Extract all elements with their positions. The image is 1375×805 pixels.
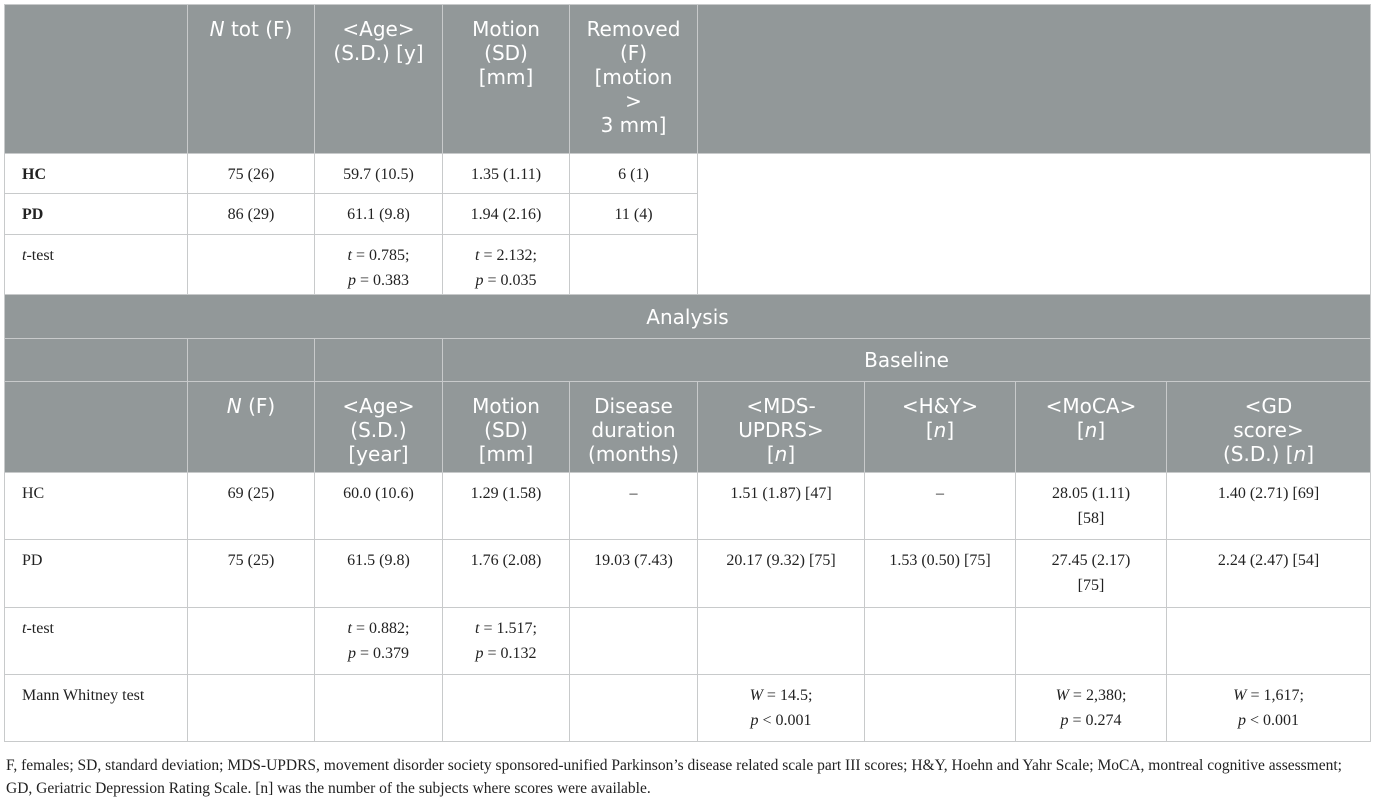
- table2-header-hy: <H&Y> [n]: [865, 382, 1016, 473]
- cell-hy: [865, 608, 1016, 675]
- analysis-title: Analysis: [5, 295, 1371, 339]
- cell-duration: –: [570, 473, 698, 540]
- cell-age: 61.5 (9.8): [315, 540, 443, 608]
- cell-motion-ttest: t = 1.517; p = 0.132: [443, 608, 570, 675]
- cell-motion: [443, 675, 570, 742]
- cell-hy: 1.53 (0.50) [75]: [865, 540, 1016, 608]
- table2-header-duration: Disease duration (months): [570, 382, 698, 473]
- cell-age-ttest: t = 0.882; p = 0.379: [315, 608, 443, 675]
- table1-header-motion: Motion (SD) [mm]: [443, 5, 570, 154]
- table1-blank-area: [698, 154, 1371, 295]
- table1-header-removed: Removed (F) [motion > 3 mm]: [570, 5, 698, 154]
- cell-n: 75 (25): [188, 540, 315, 608]
- cell-gd: [1167, 608, 1371, 675]
- row-label-hc: HC: [5, 154, 188, 194]
- table2-header-empty: [5, 382, 188, 473]
- cell-n: [188, 235, 315, 295]
- baseline-empty-1: [5, 339, 188, 382]
- cell-motion: 1.76 (2.08): [443, 540, 570, 608]
- cell-duration: [570, 675, 698, 742]
- cell-removed: 11 (4): [570, 194, 698, 235]
- row-label-ttest: t-test: [5, 608, 188, 675]
- baseline-empty-2: [188, 339, 315, 382]
- table-footnote: F, females; SD, standard deviation; MDS-UPDRS, movement disorder society sponsored-unified Parkinson’s disease related scale part III scores; H&Y, Hoehn and Yahr Scale; MoCA, montreal cognitive assessment; GD, Geriatric Depression Rating Scale. [n] was the number of the subjects where scores were available.: [6, 757, 1342, 797]
- table2-header-row: [5, 382, 1371, 473]
- table2-header-motion: Motion (SD) [mm]: [443, 382, 570, 473]
- cell-age: 60.0 (10.6): [315, 473, 443, 540]
- table2-header-gd: <GD score> (S.D.) [n]: [1167, 382, 1371, 473]
- cell-gd-mw: W = 1,617; p < 0.001: [1167, 675, 1371, 742]
- table2-header-updrs: <MDS- UPDRS> [n]: [698, 382, 865, 473]
- cell-age-ttest: t = 0.785; p = 0.383: [315, 235, 443, 295]
- baseline-title: Baseline: [443, 339, 1371, 382]
- cell-age: [315, 675, 443, 742]
- cell-removed: 6 (1): [570, 154, 698, 194]
- cell-gd: 1.40 (2.71) [69]: [1167, 473, 1371, 540]
- baseline-empty-3: [315, 339, 443, 382]
- cell-n: 69 (25): [188, 473, 315, 540]
- table1-header-empty: [5, 5, 188, 154]
- table1-header-age: <Age> (S.D.) [y]: [315, 5, 443, 154]
- cell-n: [188, 675, 315, 742]
- cell-updrs: 1.51 (1.87) [47]: [698, 473, 865, 540]
- cell-n: 75 (26): [188, 154, 315, 194]
- cell-hy: [865, 675, 1016, 742]
- cell-updrs: [698, 608, 865, 675]
- table-row: [5, 473, 1371, 540]
- row-label-ttest: t-test: [5, 235, 188, 295]
- cell-duration: [570, 608, 698, 675]
- table2-header-moca: <MoCA> [n]: [1016, 382, 1167, 473]
- cell-duration: 19.03 (7.43): [570, 540, 698, 608]
- cell-moca-mw: W = 2,380; p = 0.274: [1016, 675, 1167, 742]
- cell-motion-ttest: t = 2.132; p = 0.035: [443, 235, 570, 295]
- cell-updrs: 20.17 (9.32) [75]: [698, 540, 865, 608]
- row-label-pd: PD: [5, 540, 188, 608]
- cell-moca: [1016, 608, 1167, 675]
- cell-removed: [570, 235, 698, 295]
- analysis-title-row: [5, 295, 1371, 339]
- table-row: [5, 675, 1371, 742]
- cell-n: 86 (29): [188, 194, 315, 235]
- table-row: [5, 540, 1371, 608]
- table-row: [5, 154, 1371, 194]
- cell-motion: 1.94 (2.16): [443, 194, 570, 235]
- cell-moca: 27.45 (2.17) [75]: [1016, 540, 1167, 608]
- cell-age: 59.7 (10.5): [315, 154, 443, 194]
- table2-header-age: <Age> (S.D.) [year]: [315, 382, 443, 473]
- table2-header-n: N (F): [188, 382, 315, 473]
- demographics-table: [4, 4, 1371, 295]
- table1-header-n-tot: N tot (F): [188, 5, 315, 154]
- cell-gd: 2.24 (2.47) [54]: [1167, 540, 1371, 608]
- cell-moca: 28.05 (1.11) [58]: [1016, 473, 1167, 540]
- cell-n: [188, 608, 315, 675]
- table1-header-row: [5, 5, 1371, 154]
- cell-motion: 1.29 (1.58): [443, 473, 570, 540]
- row-label-pd: PD: [5, 194, 188, 235]
- row-label-hc: HC: [5, 473, 188, 540]
- baseline-title-row: [5, 339, 1371, 382]
- cell-age: 61.1 (9.8): [315, 194, 443, 235]
- analysis-table: [4, 294, 1371, 742]
- cell-updrs-mw: W = 14.5; p < 0.001: [698, 675, 865, 742]
- table-row: [5, 608, 1371, 675]
- table1-header-filler: [698, 5, 1371, 154]
- cell-hy: –: [865, 473, 1016, 540]
- cell-motion: 1.35 (1.11): [443, 154, 570, 194]
- row-label-mann-whitney: Mann Whitney test: [5, 675, 188, 742]
